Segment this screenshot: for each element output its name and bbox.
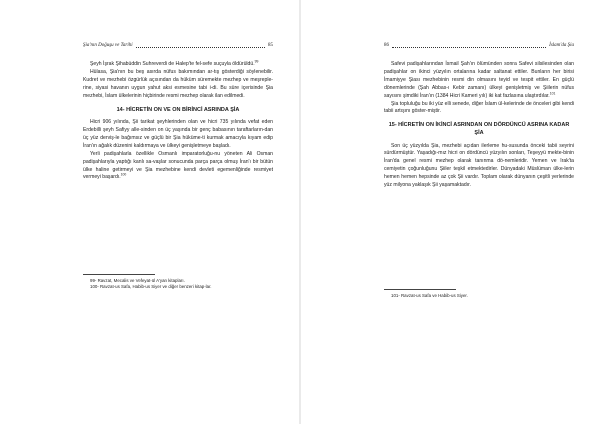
right-body [384, 61, 574, 190]
left-section-heading: 14- HİCRETİN ON VE ON BİRİNCİ ASRINDA ŞİA [116, 106, 240, 113]
left-paragraph-1-text: Şeyh İşrak Şihabüddin Suhreverdi de Halep'te fel-sefe suçuyla öldürüldü. [90, 61, 255, 67]
left-paragraph-2: Hülasa, Şia'nın bu beş asırda nüfus bakımından ar-tış gösterdiği söylenebilir. Kudret ve mezhebi özgürlük açısından da hüküm süremekte mezhep ve meşreple-rine, siyasi havanın uygun yahut aksi esmesine tabi i-di. Bu süre içerisinde Şia mezhebi, İslam ülkelerinin hiçbirinde resmi mezhep olarak ilan edilmedi. [83, 68, 273, 99]
left-running-title: Şia'nın Doğuşu ve Tarihi [83, 43, 133, 48]
footnote-ref-99: 99 [254, 59, 259, 64]
left-footnotes [83, 274, 273, 291]
book-gutter [299, 0, 301, 424]
left-page [83, 42, 273, 290]
right-running-title: İslam'da Şia [549, 43, 574, 48]
right-page [384, 42, 574, 298]
footnote-99: 99- Ravzat, Mecalis ve Vefeyat-ül A'yan kitapları. [90, 278, 185, 283]
left-paragraph-3: Hicri 906 yılında, Şii tarikat şeyhlerinden olan ve hicri 735 yılında vefat eden Erdebilli şeyh Safiyy alle-sinden on üç yaşında bir genç babasının taraftarların-dan üç yüz derviş-le bağımsız ve güçlü bir Şia hüküme-ti kurmak amacıyla kıyam edip İran'ın ağalık düzenini kaldırmaya ve ülkeyi genişletmeye başladı. [83, 119, 273, 149]
right-paragraph-1-text: Safevi padişahlarından İsmail Şah'ın ölümünden sonra Safevi silsilesinden olan padişahlar on ikinci yüzyılın ortalarına kadar saltanat ettiler. Bunların her birisi İmamiyye Şiası mezhebinin resmi din olmasını teyid ve tespit ettiler. En güçlü dönemlerinde (Şah Abbas-ı Kebir zamanı) ülkeyi genişletmiş ve Şiilerin nüfus sayısını şimdiki İran'ın (1384 Hicri Kameri yılı) iki kat fazlasına ulaştırdılar. [384, 61, 574, 99]
footnote-ref-100: 100 [120, 172, 127, 177]
left-page-number: 85 [268, 43, 273, 48]
right-paragraph-1 [384, 61, 574, 101]
left-header-leader [136, 47, 265, 48]
right-paragraph-3: Son üç yüzyılda Şia, mezhebi açıdan ilerleme hu-susunda önceki tabii seyrini sürdürmüştür. Yaşadığı-mız hicri on dördüncü yüzyılın sonları, Teşeyyü mekte-binin İran'da genel resmi mezhep olarak tanınma dö-nemleridir. Yemen ve Irak'ta cemiyetin çoğunluğunu Şiiler teşkil etmektedirler. Dünyadaki Müslüman ülke-lerin hemen hemen hepsinde az çok Şii vardır. Toplam olarak dünyanın çeşitli yerlerinde yüz milyona yaklaşık Şii yaşamaktadır. [384, 142, 574, 189]
right-page-number: 86 [384, 43, 389, 48]
left-running-head [83, 42, 273, 49]
right-paragraph-2: Şia topluluğu bu iki yüz elli senede, diğer İslam ül-kelerinde de önceleri gibi kendi tabii artışını göster-miştir. [384, 100, 574, 115]
right-header-leader [392, 47, 546, 48]
right-running-head [384, 42, 574, 49]
left-paragraph-4 [83, 151, 273, 183]
right-footnote-rule [384, 289, 456, 290]
footnote-101: 101- Ravzat-us Safa ve Habib-us Siyer. [391, 293, 468, 298]
left-paragraph-1 [83, 61, 273, 69]
right-footnotes [384, 289, 574, 299]
left-footnote-rule [83, 274, 155, 275]
footnote-100: 100- Ravzat-us Safa, Habib-us Siyer ve diğer benzeri kitap-lar. [90, 284, 212, 290]
left-body [83, 61, 273, 182]
left-paragraph-4-text: Yerli padişahlarla özellikle Osmanlı imparatorluğu-nu yöneten Ali Osman padişahlarıyla yaptığı kanlı sa-vaşlar sonucunda parça parça olmuş İran'ı bir bütün ülke haline getirmeyi ve Şia mezhebine kendi devleti egemenliğinde resmiyet vermeyi başardı. [83, 150, 273, 181]
right-section-heading: 15- HİCRETİN ON İKİNCİ ASRINDAN ON DÖRDÜNCÜ ASRINA KADAR ŞİA [388, 122, 570, 136]
footnote-ref-101: 101 [549, 90, 556, 95]
